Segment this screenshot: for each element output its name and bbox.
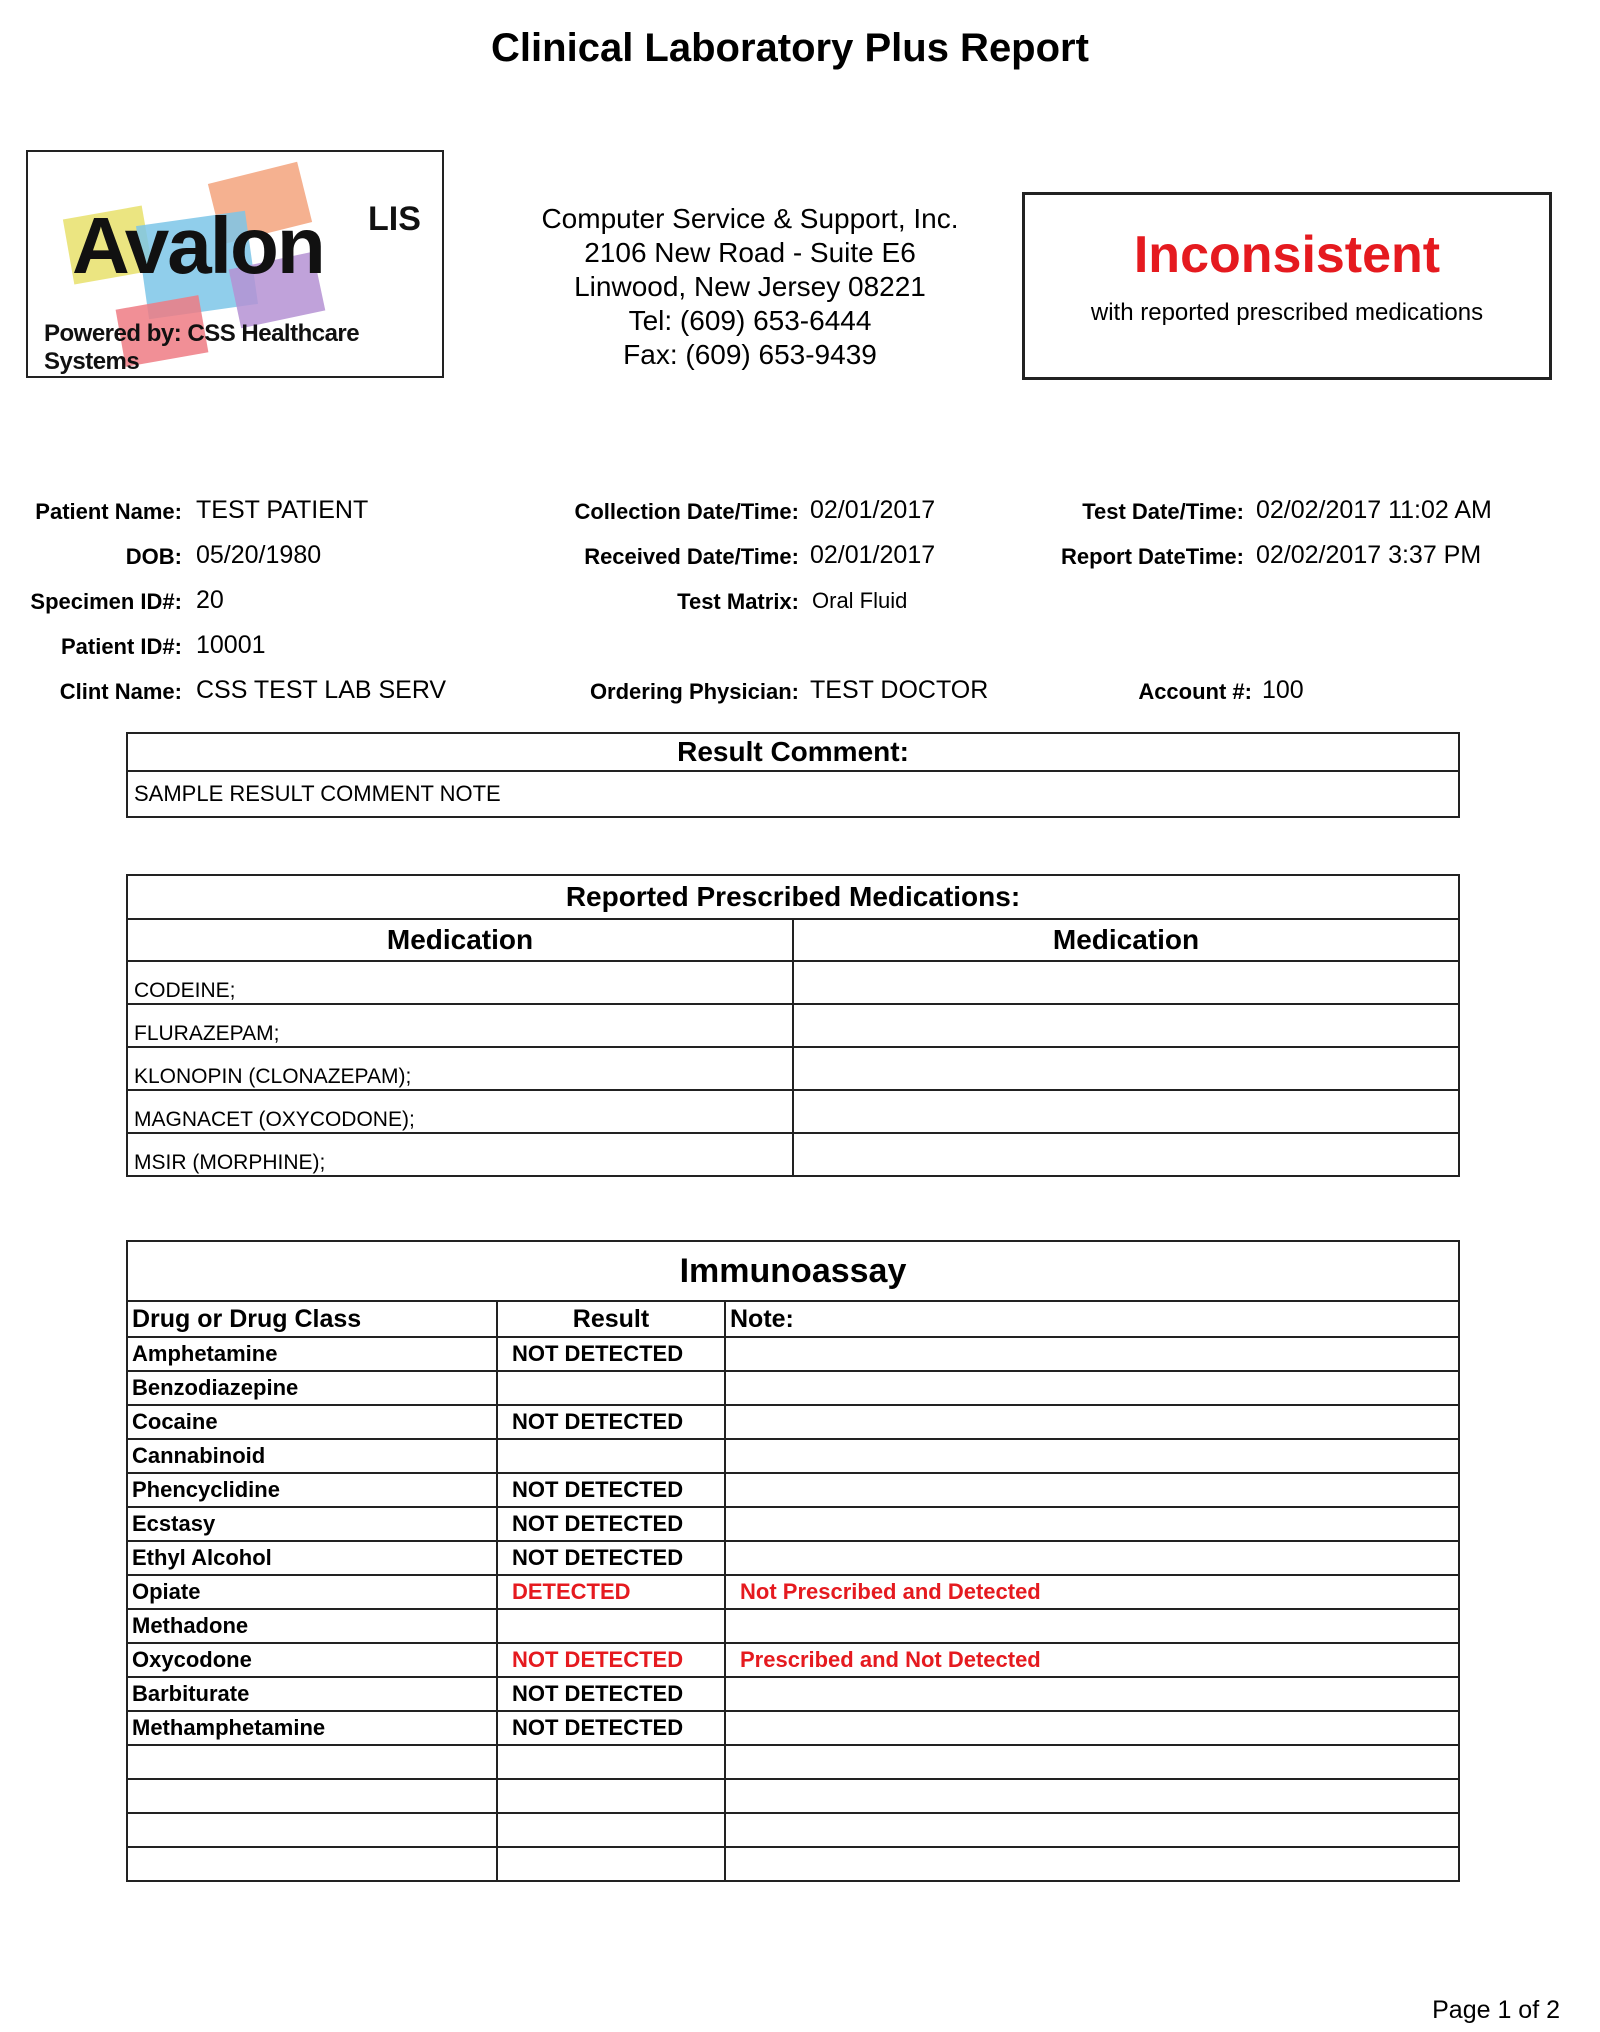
medications-heading: Reported Prescribed Medications: [127, 875, 1459, 919]
result-note [725, 1813, 1459, 1847]
company-name: Computer Service & Support, Inc. [541, 203, 959, 234]
company-address [500, 202, 1000, 372]
result-value: NOT DETECTED [497, 1711, 725, 1745]
result-note [725, 1711, 1459, 1745]
result-note [725, 1405, 1459, 1439]
medication-item-empty [793, 961, 1459, 1004]
result-comment-heading: Result Comment: [127, 733, 1459, 771]
account-number: 100 [1262, 676, 1304, 704]
immunoassay-heading: Immunoassay [127, 1241, 1459, 1301]
result-note [725, 1779, 1459, 1813]
result-value [497, 1609, 725, 1643]
immunoassay-rows [127, 1337, 1459, 1881]
company-fax: Fax: (609) 653-9439 [623, 339, 877, 370]
table-row [127, 1439, 1459, 1473]
result-note [725, 1507, 1459, 1541]
drug-name [127, 1745, 497, 1779]
table-row [127, 1643, 1459, 1677]
ordering-physician-label: Ordering Physician: [589, 679, 799, 704]
result-note [725, 1541, 1459, 1575]
medication-item: CODEINE; [127, 961, 793, 1004]
patient-id: 10001 [196, 631, 266, 659]
drug-name: Benzodiazepine [127, 1371, 497, 1405]
result-comment-text: SAMPLE RESULT COMMENT NOTE [127, 771, 1459, 817]
drug-name: Barbiturate [127, 1677, 497, 1711]
result-comment-table [126, 732, 1460, 818]
note-column-header: Note: [725, 1301, 1459, 1337]
medication-item-empty [793, 1090, 1459, 1133]
test-matrix-label: Test Matrix: [677, 589, 799, 614]
drug-name: Ethyl Alcohol [127, 1541, 497, 1575]
drug-name: Amphetamine [127, 1337, 497, 1371]
report-date-label: Report DateTime: [1061, 544, 1244, 569]
medication-item-empty [793, 1133, 1459, 1176]
medication-item-empty [793, 1004, 1459, 1047]
table-row [127, 1711, 1459, 1745]
collection-label: Collection Date/Time: [574, 499, 799, 524]
test-matrix: Oral Fluid [812, 588, 908, 613]
table-row [127, 1609, 1459, 1643]
result-value: NOT DETECTED [497, 1677, 725, 1711]
result-note [725, 1371, 1459, 1405]
result-value: NOT DETECTED [497, 1541, 725, 1575]
drug-name: Phencyclidine [127, 1473, 497, 1507]
received-date: 02/01/2017 [810, 541, 936, 569]
table-row [127, 1575, 1459, 1609]
patient-name: TEST PATIENT [196, 496, 369, 524]
result-value [497, 1813, 725, 1847]
result-note [725, 1677, 1459, 1711]
dob-label: DOB: [125, 544, 182, 569]
test-date-label: Test Date/Time: [1082, 499, 1244, 524]
result-note [725, 1337, 1459, 1371]
logo-wordmark: Avalon [72, 201, 324, 290]
dob: 05/20/1980 [196, 541, 322, 569]
drug-name: Oxycodone [127, 1643, 497, 1677]
specimen-id-label: Specimen ID#: [30, 589, 182, 614]
result-value [497, 1779, 725, 1813]
drug-name [127, 1813, 497, 1847]
table-row [127, 1745, 1459, 1779]
client-name: CSS TEST LAB SERV [196, 676, 447, 704]
immunoassay-table [126, 1240, 1460, 1882]
table-row [127, 1779, 1459, 1813]
table-row [127, 1473, 1459, 1507]
drug-name [127, 1847, 497, 1881]
medication-item: MSIR (MORPHINE); [127, 1133, 793, 1176]
result-note: Prescribed and Not Detected [725, 1643, 1459, 1677]
page-number: Page 1 of 2 [1432, 1996, 1560, 2024]
table-row [127, 1847, 1459, 1881]
medication-col-1-header: Medication [127, 919, 793, 961]
result-value [497, 1439, 725, 1473]
result-value: NOT DETECTED [497, 1337, 725, 1371]
result-note [725, 1609, 1459, 1643]
table-row [127, 1371, 1459, 1405]
status-title: Inconsistent [1133, 226, 1441, 284]
result-value [497, 1371, 725, 1405]
result-value: NOT DETECTED [497, 1405, 725, 1439]
client-name-label: Clint Name: [59, 679, 182, 704]
result-note [725, 1745, 1459, 1779]
logo-lis: LIS [368, 200, 421, 238]
medication-item: MAGNACET (OXYCODONE); [127, 1090, 793, 1133]
table-row [127, 1337, 1459, 1371]
logo-tagline: Powered by: CSS Healthcare Systems [44, 320, 360, 375]
result-note [725, 1847, 1459, 1881]
drug-name: Methamphetamine [127, 1711, 497, 1745]
result-column-header: Result [497, 1301, 725, 1337]
ordering-physician: TEST DOCTOR [810, 676, 989, 704]
received-label: Received Date/Time: [584, 544, 799, 569]
result-note: Not Prescribed and Detected [725, 1575, 1459, 1609]
report-date: 02/02/2017 3:37 PM [1256, 541, 1482, 569]
table-row [127, 1507, 1459, 1541]
collection-date: 02/01/2017 [810, 496, 936, 524]
company-city: Linwood, New Jersey 08221 [574, 271, 926, 302]
patient-id-label: Patient ID#: [60, 634, 182, 659]
drug-name [127, 1779, 497, 1813]
test-date: 02/02/2017 11:02 AM [1256, 496, 1492, 524]
result-value: NOT DETECTED [497, 1473, 725, 1507]
result-value: DETECTED [497, 1575, 725, 1609]
drug-column-header: Drug or Drug Class [127, 1301, 497, 1337]
status-subtitle: with reported prescribed medications [1090, 299, 1484, 326]
result-value [497, 1745, 725, 1779]
medication-item: KLONOPIN (CLONAZEPAM); [127, 1047, 793, 1090]
company-tel: Tel: (609) 653-6444 [628, 305, 872, 336]
result-value: NOT DETECTED [497, 1507, 725, 1541]
result-note [725, 1439, 1459, 1473]
account-label: Account #: [1138, 679, 1252, 704]
status-box [1022, 192, 1552, 380]
table-row [127, 1813, 1459, 1847]
drug-name: Opiate [127, 1575, 497, 1609]
result-value: NOT DETECTED [497, 1643, 725, 1677]
avalon-logo [26, 150, 444, 378]
table-row [127, 1405, 1459, 1439]
drug-name: Methadone [127, 1609, 497, 1643]
drug-name: Ecstasy [127, 1507, 497, 1541]
result-value [497, 1847, 725, 1881]
medication-item: FLURAZEPAM; [127, 1004, 793, 1047]
patient-name-label: Patient Name: [35, 499, 182, 524]
table-row [127, 1677, 1459, 1711]
medication-col-2-header: Medication [793, 919, 1459, 961]
result-note [725, 1473, 1459, 1507]
drug-name: Cannabinoid [127, 1439, 497, 1473]
report-title: Clinical Laboratory Plus Report [491, 26, 1089, 70]
medications-table [126, 874, 1460, 1177]
drug-name: Cocaine [127, 1405, 497, 1439]
medication-item-empty [793, 1047, 1459, 1090]
company-street: 2106 New Road - Suite E6 [584, 237, 916, 268]
specimen-id: 20 [196, 586, 224, 614]
table-row [127, 1541, 1459, 1575]
